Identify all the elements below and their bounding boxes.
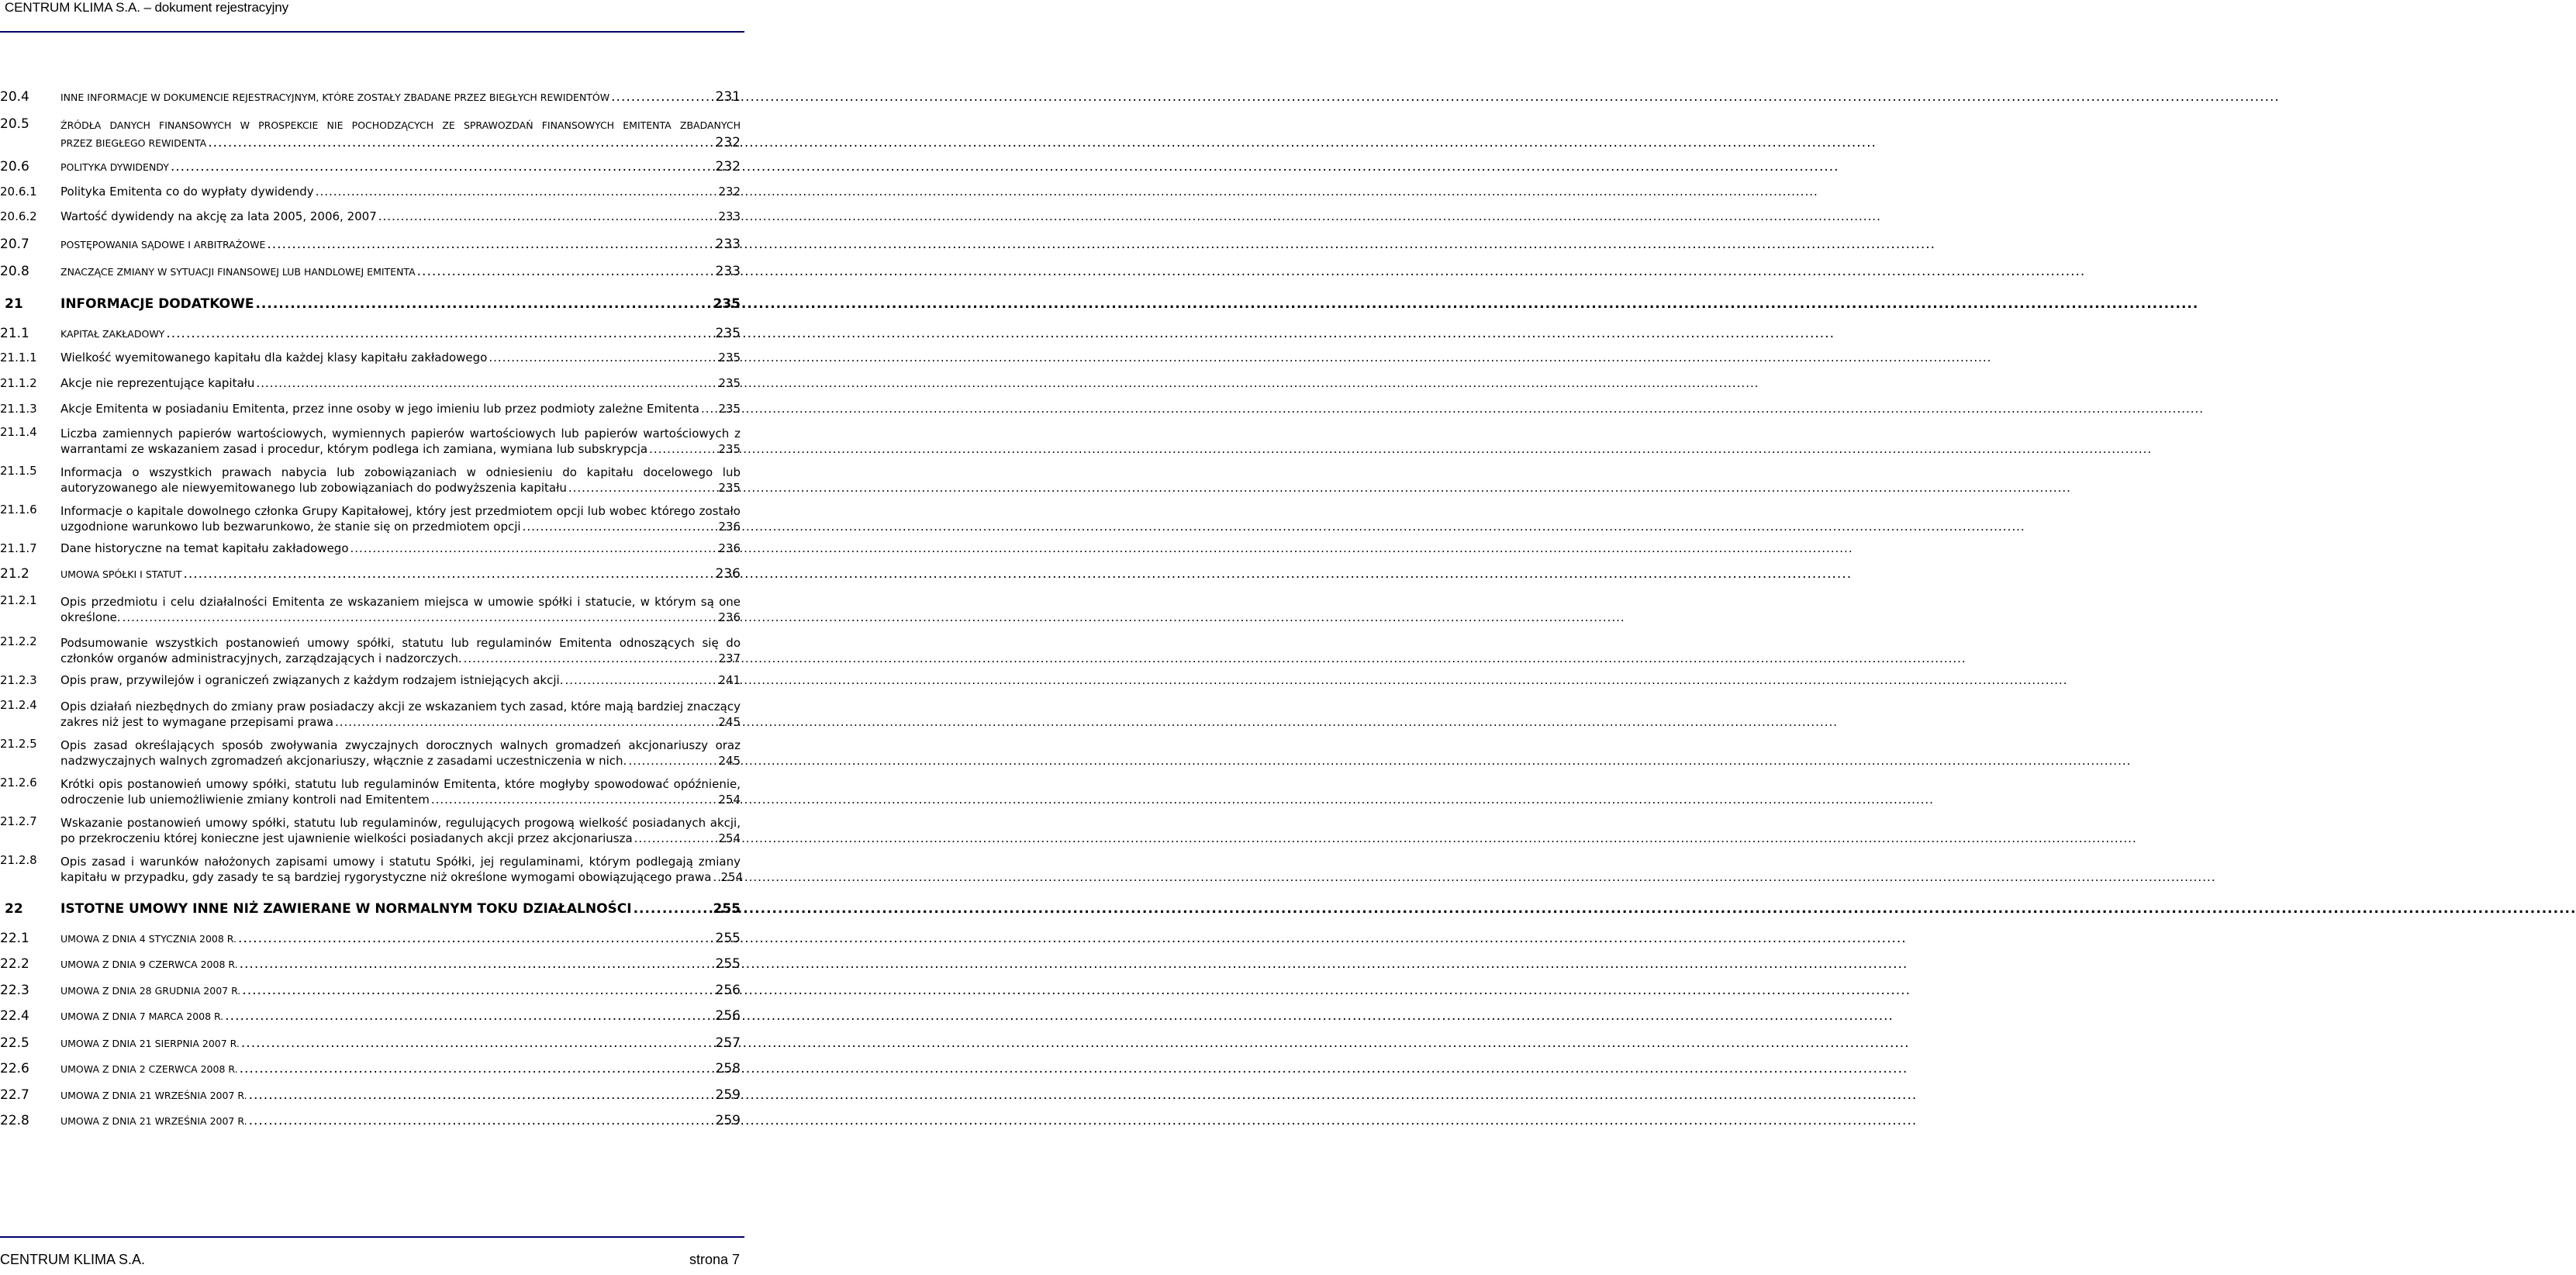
toc-entry-title: Akcje nie reprezentujące kapitału — [60, 376, 255, 390]
toc-entry-number: 21.2.1 — [0, 593, 37, 607]
footer-rule — [0, 1236, 744, 1238]
toc-entry-title-first-line: Wskazanie postanowień umowy spółki, statutu lub regulaminów, regulujących progową wielkość posiadanych akcji, — [60, 816, 741, 830]
toc-entry-title: INFORMACJE DODATKOWE — [60, 296, 254, 312]
toc-entry-number: 20.8 — [0, 264, 29, 279]
toc-entry-title: UMOWA SPÓŁKI I STATUT — [60, 568, 182, 580]
toc-leader-dots — [464, 651, 717, 665]
toc-entry-title-first-line: Liczba zamiennych papierów wartościowych, wymiennych papierów wartościowych lub papierów wartościowych z — [60, 427, 741, 441]
toc-entry-number: 21.1.2 — [0, 376, 37, 390]
toc-entry-number: 21.2.8 — [0, 853, 37, 867]
toc-entry-title: Wartość dywidendy na akcję za lata 2005, 2006, 2007 — [60, 209, 377, 223]
toc-leader-dots — [634, 831, 717, 845]
toc-leader-dots — [611, 89, 713, 105]
toc-leader-dots — [649, 442, 717, 456]
toc-entry-number: 21.2.2 — [0, 634, 37, 648]
toc-entry-page: 254 — [718, 793, 741, 807]
toc-entry-number: 22.8 — [0, 1113, 29, 1128]
toc-leader-dots — [240, 956, 714, 972]
toc-leader-dots — [417, 264, 714, 279]
toc-entry-title: autoryzowanego ale niewyemitowanego lub zobowiązaniach do podwyższenia kapitału — [60, 481, 567, 495]
toc-leader-dots — [634, 901, 712, 917]
toc-entry-title: członków organów administracyjnych, zarządzających i nadzorczych. — [60, 651, 462, 665]
toc-leader-dots — [489, 351, 717, 365]
toc-entry-number: 22.3 — [0, 983, 29, 998]
toc-entry-page: 235 — [715, 326, 741, 341]
toc-entry-number: 21.2.6 — [0, 776, 37, 790]
toc-entry-number: 22.7 — [0, 1087, 29, 1103]
toc-entry-title: Akcje Emitenta w posiadaniu Emitenta, przez inne osoby w jego imieniu lub przez podmioty zależne Emitenta — [60, 402, 699, 416]
toc-entry-page: 235 — [718, 376, 741, 390]
toc-entry-page: 236 — [718, 520, 741, 534]
toc-entry-page: 259 — [715, 1113, 741, 1128]
toc-entry-page: 236 — [718, 541, 741, 555]
toc-entry-number: 21.1.5 — [0, 464, 37, 478]
toc-entry-title: UMOWA Z DNIA 4 STYCZNIA 2008 R. — [60, 933, 237, 945]
toc-leader-dots — [249, 1113, 714, 1128]
toc-leader-dots — [335, 715, 717, 729]
toc-entry-page: 235 — [718, 442, 741, 456]
toc-entry-page: 258 — [715, 1061, 741, 1076]
toc-entry-title: KAPITAŁ ZAKŁADOWY — [60, 328, 165, 340]
toc-entry-title: określone. — [60, 610, 121, 624]
toc-entry-page: 233 — [718, 209, 741, 223]
toc-entry-title: POSTĘPOWANIA SĄDOWE I ARBITRAŻOWE — [60, 239, 266, 251]
toc-leader-dots — [123, 610, 717, 624]
toc-entry-number: 21.1.4 — [0, 425, 37, 439]
toc-leader-dots — [568, 481, 717, 495]
toc-entry-page: 241 — [718, 673, 741, 687]
toc-entry-number: 22.1 — [0, 931, 29, 946]
toc-entry-title: UMOWA Z DNIA 21 WRZEŚNIA 2007 R. — [60, 1090, 247, 1101]
toc-entry-title: Polityka Emitenta co do wypłaty dywidendy — [60, 185, 314, 199]
toc-entry-number: 22.4 — [0, 1008, 29, 1024]
toc-entry-title-first-line: Krótki opis postanowień umowy spółki, statutu lub regulaminów Emitenta, które mogłyby spowodować opóźnienie, — [60, 777, 741, 791]
toc-entry-title: UMOWA Z DNIA 21 SIERPNIA 2007 R. — [60, 1038, 240, 1049]
toc-entry-page: 236 — [715, 566, 741, 582]
toc-leader-dots — [701, 402, 717, 416]
toc-entry-page: 235 — [718, 481, 741, 495]
toc-entry-title: Opis praw, przywilejów i ograniczeń związanych z każdym rodzajem istniejących akcji. — [60, 673, 564, 687]
toc-entry-title: UMOWA Z DNIA 7 MARCA 2008 R. — [60, 1011, 224, 1022]
toc-entry-title-first-line: Informacja o wszystkich prawach nabycia lub zobowiązaniach w odniesieniu do kapitału docelowego lub — [60, 465, 741, 479]
footer-page-number: strona 7 — [689, 1252, 740, 1267]
toc-entry-number: 20.6.2 — [0, 209, 37, 223]
toc-entry-number: 22 — [5, 901, 23, 917]
toc-entry-title: po przekroczeniu której konieczne jest ujawnienie wielkości posiadanych akcji przez akcjonariusza — [60, 831, 633, 845]
toc-entry-title: ZNACZĄCE ZMIANY W SYTUACJI FINANSOWEJ LUB HANDLOWEJ EMITENTA — [60, 266, 416, 278]
toc-entry-number: 21.2.3 — [0, 673, 37, 687]
toc-entry-title-first-line: Opis działań niezbędnych do zmiany praw posiadaczy akcji ze wskazaniem tych zasad, które mają bardziej znaczący — [60, 700, 741, 714]
toc-entry-number: 22.2 — [0, 956, 29, 972]
toc-entry-title: Wielkość wyemitowanego kapitału dla każdej klasy kapitału zakładowego — [60, 351, 488, 365]
toc-entry-page: 255 — [715, 931, 741, 946]
toc-leader-dots — [350, 541, 717, 555]
toc-entry-title: Dane historyczne na temat kapitału zakładowego — [60, 541, 349, 555]
toc-entry-number: 21.2.7 — [0, 814, 37, 828]
toc-entry-number: 20.6.1 — [0, 185, 37, 199]
toc-leader-dots — [249, 1087, 714, 1103]
toc-entry-title: INNE INFORMACJE W DOKUMENCIE REJESTRACYJNYM, KTÓRE ZOSTAŁY ZBADANE PRZEZ BIEGŁYCH REWIDENTÓW — [60, 92, 610, 103]
toc-leader-dots — [238, 931, 714, 946]
header-title: CENTRUM KLIMA S.A. – dokument rejestracyjny — [5, 0, 289, 15]
toc-entry-number: 21.2 — [0, 566, 29, 582]
toc-entry-page: 232 — [718, 185, 741, 199]
toc-entry-page: 255 — [715, 956, 741, 972]
toc-entry-page: 245 — [718, 715, 741, 729]
toc-entry-title-first-line: Opis zasad określających sposób zwoływania zwyczajnych dorocznych walnych gromadzeń akcjonariuszy oraz — [60, 738, 741, 752]
toc-leader-dots — [240, 1061, 714, 1076]
toc-entry-page: 259 — [715, 1087, 741, 1103]
toc-entry-number: 21.1.1 — [0, 351, 37, 365]
toc-entry-page: 255 — [713, 901, 741, 917]
toc-entry-page: 254 — [720, 870, 744, 884]
toc-entry-number: 21.2.5 — [0, 737, 37, 751]
toc-entry-title-first-line: Opis zasad i warunków nałożonych zapisami umowy i statutu Spółki, jej regulaminami, którym podlegają zmiany — [60, 855, 741, 869]
toc-entry-number: 20.4 — [0, 89, 29, 105]
toc-leader-dots — [523, 520, 717, 534]
toc-entry-page: 233 — [715, 264, 741, 279]
toc-leader-dots — [316, 185, 717, 199]
toc-entry-page: 245 — [718, 754, 741, 768]
toc-entry-title: POLITYKA DYWIDENDY — [60, 161, 169, 173]
toc-entry-number: 21 — [5, 296, 23, 312]
toc-leader-dots — [166, 326, 713, 341]
toc-entry-title-first-line: ŹRÓDŁA DANYCH FINANSOWYCH W PROSPEKCIE NIE POCHODZĄCYCH ZE SPRAWOZDAŃ FINANSOWYCH EMITENTA ZBADANYCH — [60, 119, 741, 131]
toc-entry-title: uzgodnione warunkowo lub bezwarunkowo, że stanie się on przedmiotem opcji — [60, 520, 521, 534]
toc-entry-page: 231 — [715, 89, 741, 105]
toc-entry-title: warrantami ze wskazaniem zasad i procedur, którym podlega ich zamiana, wymiana lub subskrypcja — [60, 442, 648, 456]
toc-entry-title: UMOWA Z DNIA 9 CZERWCA 2008 R. — [60, 959, 238, 970]
toc-leader-dots — [208, 135, 713, 150]
toc-entry-title-first-line: Opis przedmiotu i celu działalności Emitenta ze wskazaniem miejsca w umowie spółki i statucie, w którym są one — [60, 595, 741, 609]
header-rule — [0, 31, 744, 33]
toc-leader-dots — [183, 566, 713, 582]
toc-entry-title: odroczenie lub uniemożliwienie zmiany kontroli nad Emitentem — [60, 793, 430, 807]
toc-entry-title: kapitału w przypadku, gdy zasady te są bardziej rygorystyczne niż określone wymogami obowiązującego prawa — [60, 870, 712, 884]
toc-leader-dots — [241, 1035, 714, 1051]
toc-leader-dots — [378, 209, 717, 223]
toc-entry-title-first-line: Podsumowanie wszystkich postanowień umowy spółki, statutu lub regulaminów Emitenta odnoszących się do — [60, 636, 741, 650]
toc-leader-dots — [267, 237, 713, 252]
toc-entry-page: 256 — [715, 983, 741, 998]
toc-entry-page: 254 — [718, 831, 741, 845]
toc-leader-dots — [256, 376, 717, 390]
toc-leader-dots — [713, 870, 719, 884]
toc-leader-dots — [628, 754, 717, 768]
toc-entry-page: 237 — [718, 651, 741, 665]
toc-leader-dots — [225, 1008, 713, 1024]
toc-entry-number: 21.1.7 — [0, 541, 37, 555]
toc-entry-number: 20.7 — [0, 237, 29, 252]
toc-entry-page: 235 — [713, 296, 741, 312]
toc-entry-page: 235 — [718, 402, 741, 416]
toc-entry-title: UMOWA Z DNIA 2 CZERWCA 2008 R. — [60, 1063, 238, 1075]
toc-entry-page: 232 — [715, 135, 741, 150]
toc-entry-title: nadzwyczajnych walnych zgromadzeń akcjonariuszy, włącznie z zasadami uczestniczenia w nich. — [60, 754, 627, 768]
toc-entry-title: zakres niż jest to wymagane przepisami prawa — [60, 715, 333, 729]
toc-entry-title: UMOWA Z DNIA 28 GRUDNIA 2007 R. — [60, 985, 241, 997]
toc-entry-number: 21.1 — [0, 326, 29, 341]
toc-entry-number: 21.1.3 — [0, 402, 37, 416]
footer-company: CENTRUM KLIMA S.A. — [0, 1252, 146, 1267]
toc-entry-number: 20.5 — [0, 116, 29, 132]
toc-leader-dots — [431, 793, 717, 807]
toc-entry-title: UMOWA Z DNIA 21 WRZEŚNIA 2007 R. — [60, 1115, 247, 1127]
toc-entry-title-first-line: Informacje o kapitale dowolnego członka Grupy Kapitałowej, który jest przedmiotem opcji lub wobec którego zostało — [60, 504, 741, 518]
toc-entry-page: 257 — [715, 1035, 741, 1051]
toc-leader-dots — [565, 673, 717, 687]
toc-entry-page: 236 — [718, 610, 741, 624]
toc-entry-number: 22.5 — [0, 1035, 29, 1051]
toc-leader-dots — [242, 983, 713, 998]
toc-entry-title: PRZEZ BIEGŁEGO REWIDENTA — [60, 137, 207, 149]
toc-entry-number: 21.1.6 — [0, 503, 37, 517]
toc-entry-page: 256 — [715, 1008, 741, 1024]
toc-entry-page: 235 — [718, 351, 741, 365]
toc-entry-number: 20.6 — [0, 159, 29, 174]
toc-leader-dots — [255, 296, 711, 312]
toc-leader-dots — [171, 159, 714, 174]
toc-entry-number: 22.6 — [0, 1061, 29, 1076]
toc-entry-page: 233 — [715, 237, 741, 252]
toc-entry-title: ISTOTNE UMOWY INNE NIŻ ZAWIERANE W NORMALNYM TOKU DZIAŁALNOŚCI — [60, 901, 632, 917]
toc-entry-number: 21.2.4 — [0, 698, 37, 712]
toc-entry-page: 232 — [715, 159, 741, 174]
